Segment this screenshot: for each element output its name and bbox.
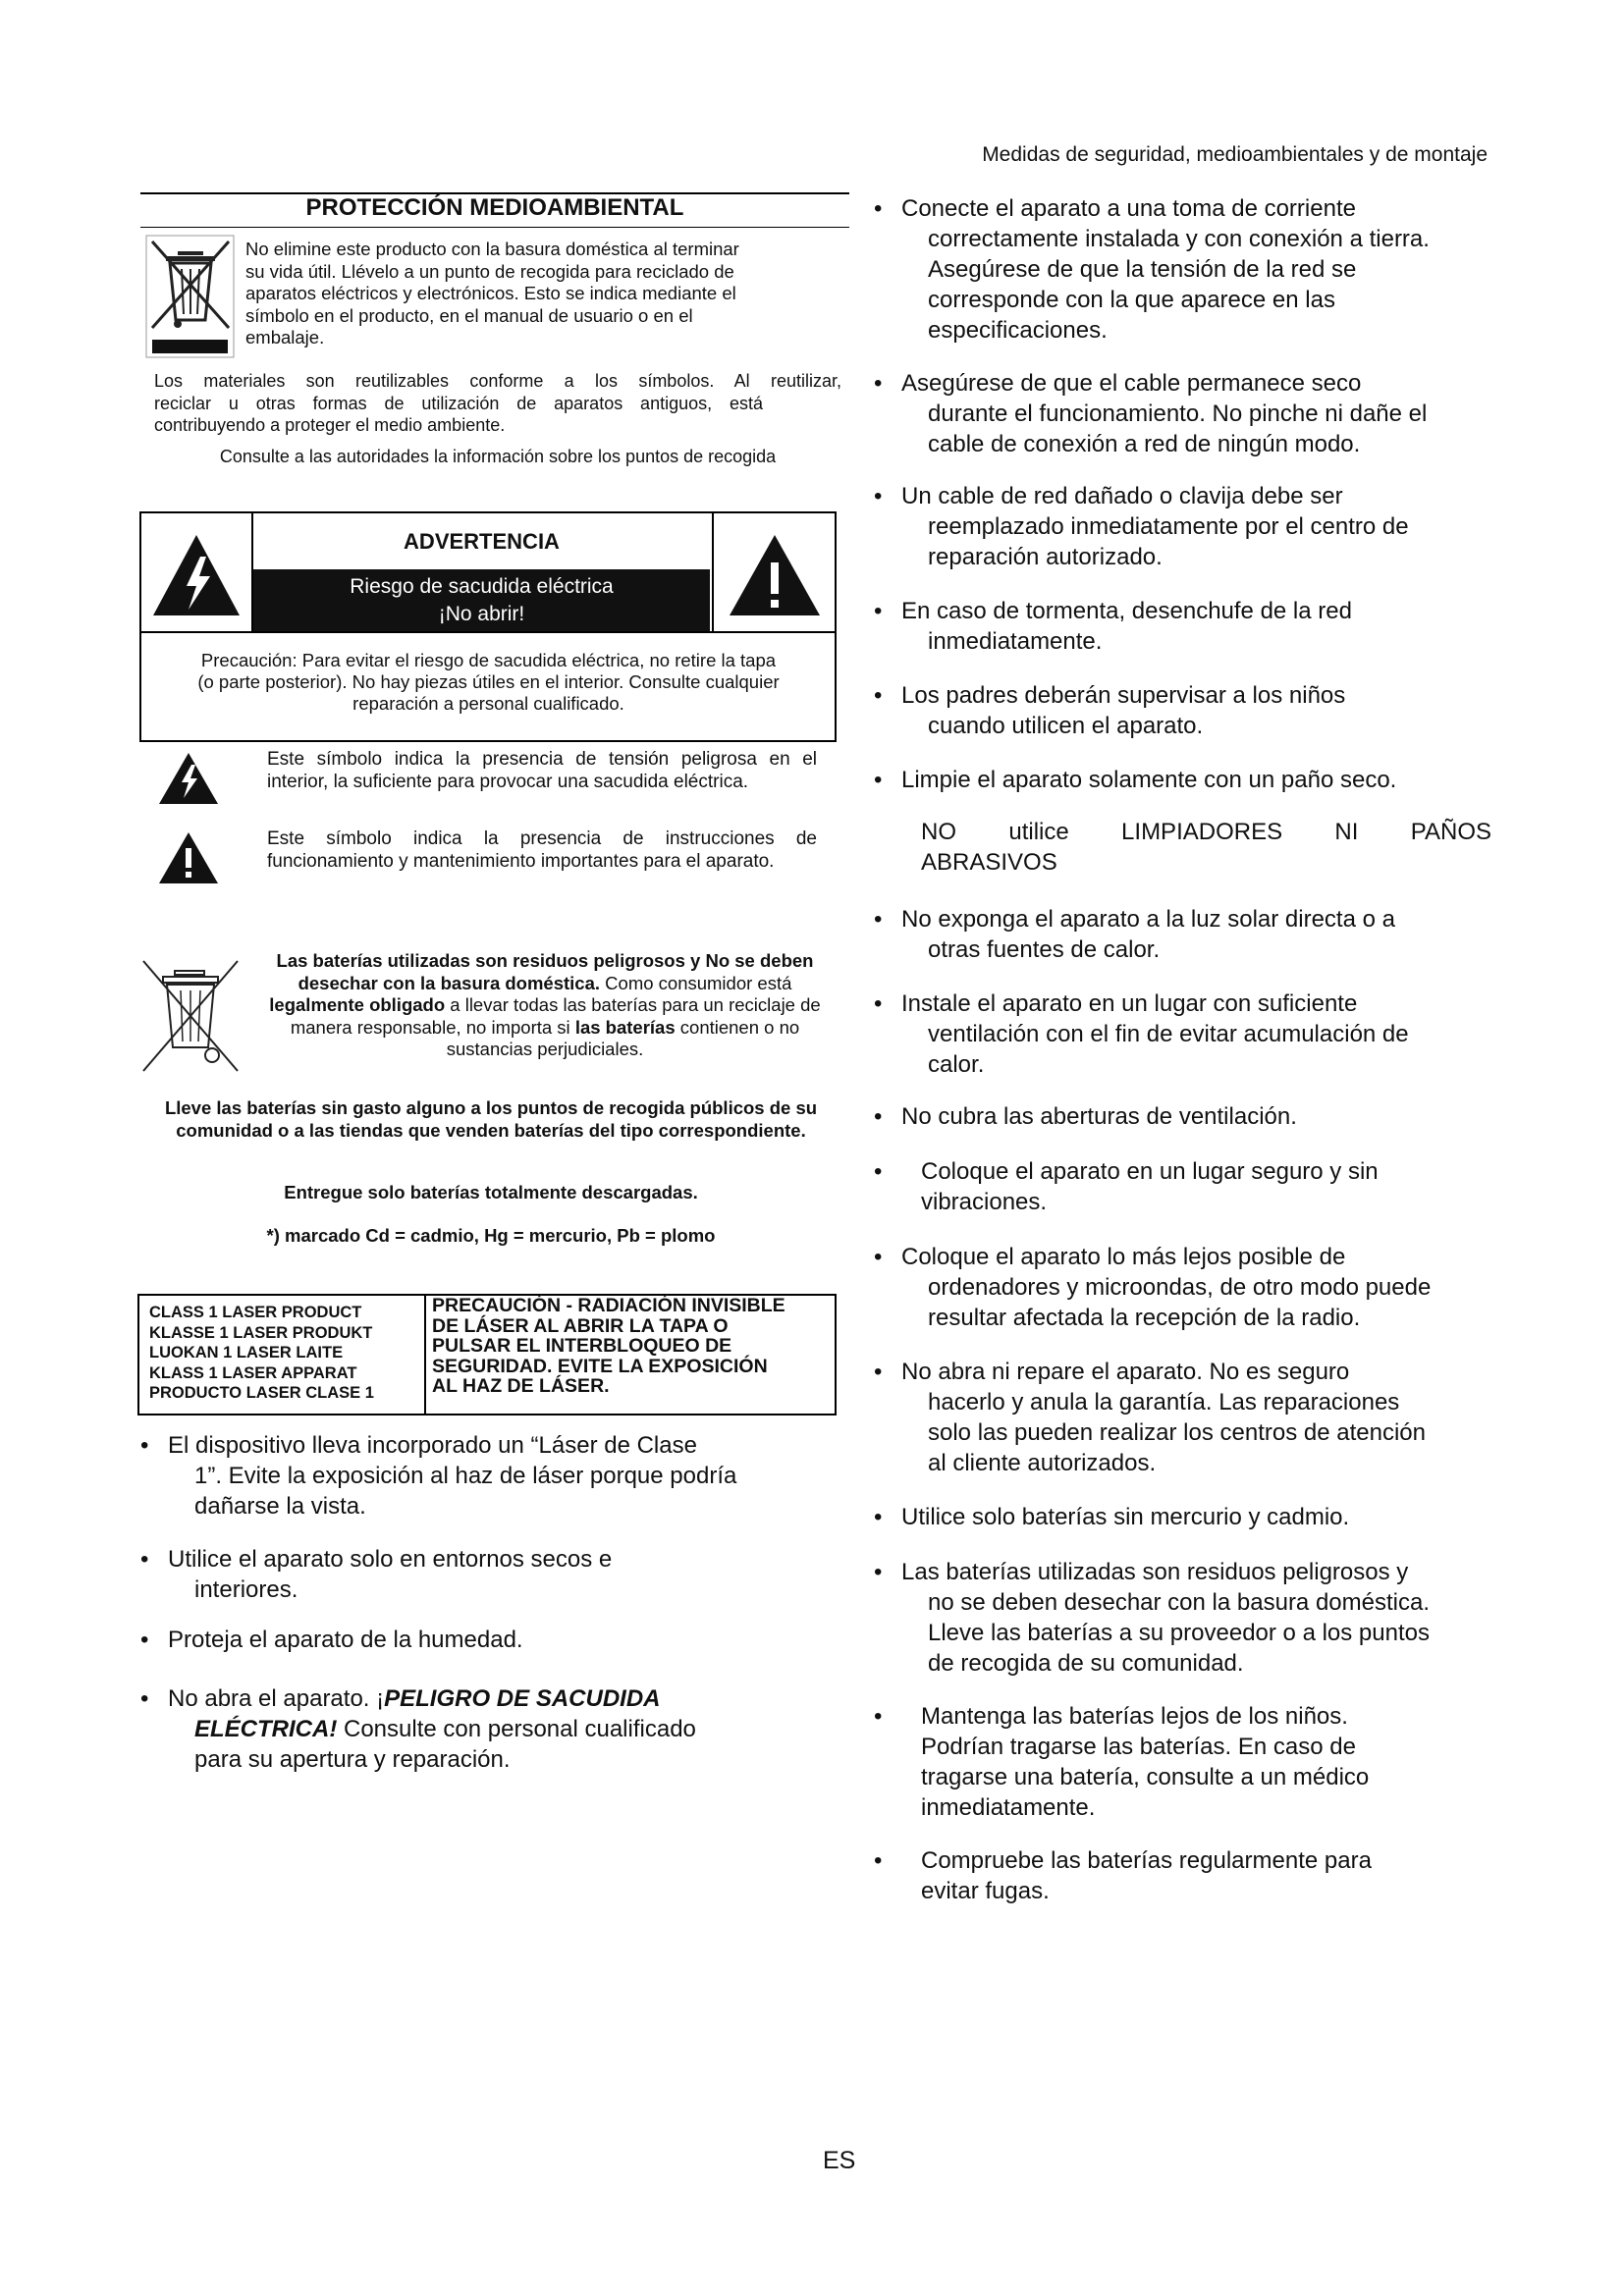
text-line: Coloque el aparato lo más lejos posible de — [901, 1244, 1346, 1270]
bullet-icon: • — [874, 1359, 883, 1385]
text-line: durante el funcionamiento. No pinche ni dañe el — [928, 400, 1428, 427]
page-header: Medidas de seguridad, medioambientales y de montaje — [982, 143, 1488, 166]
bullet-icon: • — [874, 1158, 883, 1185]
list-item — [874, 1701, 1483, 1823]
text-line: 1”. Evite la exposición al haz de láser porque podría — [194, 1463, 737, 1489]
lightning-warning-icon — [141, 513, 251, 631]
list-item — [874, 1242, 1483, 1333]
env-section-title: PROTECCIÓN MEDIOAMBIENTAL — [305, 194, 684, 221]
text-line: (o parte posterior). No hay piezas útiles en el interior. Consulte cualquier — [197, 671, 780, 692]
text-line: Conecte el aparato a una toma de corriente — [901, 195, 1356, 222]
exclamation-warning-icon — [157, 830, 220, 885]
bullet-icon: • — [874, 682, 883, 709]
text-line: Proteja el aparato de la humedad. — [168, 1627, 523, 1653]
text-line: inmediatamente. — [928, 628, 1103, 655]
list-item — [874, 193, 1483, 346]
list-item — [140, 1430, 803, 1522]
list-item — [874, 680, 1483, 741]
text-line: No abra ni repare el aparato. No es seguro — [901, 1359, 1350, 1385]
text-line: KLASS 1 LASER APPARAT — [149, 1363, 357, 1382]
text-line: Instale el aparato en un lugar con suficiente — [901, 990, 1358, 1017]
text: Como consumidor está — [600, 972, 792, 993]
text-line: cuando utilicen el aparato. — [928, 713, 1204, 739]
bullet-icon: • — [140, 1685, 149, 1712]
env-paragraph-1 — [245, 239, 825, 349]
text-line: corresponde con la que aparece en las — [928, 287, 1335, 313]
batteries-paragraph-1 — [260, 950, 830, 1061]
warning-band-line: ¡No abrir! — [438, 603, 525, 625]
no-abrasives-note — [921, 817, 1492, 878]
text-line: PRODUCTO LASER CLASE 1 — [149, 1384, 374, 1402]
text-line: embalaje. — [245, 327, 325, 348]
bullet-icon: • — [874, 195, 883, 222]
text-line: su vida útil. Llévelo a un punto de recogida para reciclado de — [245, 260, 734, 282]
bullet-icon: • — [140, 1432, 149, 1459]
text-line: ventilación con el fin de evitar acumulación de — [928, 1021, 1409, 1047]
laser-caution-text — [432, 1296, 830, 1397]
env-paragraph-3: Consulte a las autoridades la información sobre los puntos de recogida — [219, 447, 777, 466]
warning-body — [152, 650, 825, 715]
text-line: El dispositivo lleva incorporado un “Láser de Clase — [168, 1432, 697, 1459]
warning-band — [253, 569, 710, 632]
warning-left-cell — [141, 513, 253, 631]
crossed-bin-icon — [139, 957, 243, 1075]
text-line: correctamente instalada y con conexión a tierra. — [928, 226, 1430, 252]
text-line: PRECAUCIÓN - RADIACIÓN INVISIBLE — [432, 1295, 785, 1316]
page-language-code: ES — [823, 2147, 856, 2174]
text-line: No exponga el aparato a la luz solar directa o a — [901, 906, 1395, 933]
bullet-icon: • — [874, 1504, 883, 1530]
bold-text: Las baterías utilizadas son residuos peligrosos y No se deben desechar con la basura doméstica. — [276, 950, 814, 993]
text-line: otras fuentes de calor. — [928, 936, 1161, 963]
batteries-chemicals-note: *) marcado Cd = cadmio, Hg = mercurio, Pb = plomo — [266, 1225, 716, 1246]
list-item — [874, 765, 1483, 795]
lightning-warning-icon — [157, 751, 220, 806]
list-item — [140, 1625, 803, 1655]
text-line: especificaciones. — [928, 317, 1108, 344]
text-line: Precaución: Para evitar el riesgo de sacudida eléctrica, no retire la tapa — [200, 650, 777, 670]
bullet-icon: • — [874, 1847, 883, 1874]
text-line: ordenadores y microondas, de otro modo puede — [928, 1274, 1432, 1301]
env-paragraph-2 — [154, 370, 841, 437]
bullet-icon: • — [140, 1546, 149, 1573]
text-line: resultar afectada la recepción de la radio. — [928, 1305, 1361, 1331]
text-line: reemplazado inmediatamente por el centro de — [928, 513, 1409, 540]
list-item — [874, 1845, 1483, 1906]
list-item — [874, 481, 1483, 572]
bullet-icon: • — [874, 990, 883, 1017]
text-line: calor. — [928, 1051, 985, 1078]
text-line: Un cable de red dañado o clavija debe ser — [901, 483, 1343, 509]
text-line: no se deben desechar con la basura doméstica. — [928, 1589, 1430, 1616]
text-line: Asegúrese de que el cable permanece seco — [901, 370, 1362, 397]
text-line: solo las pueden realizar los centros de atención — [928, 1419, 1426, 1446]
list-item — [874, 904, 1483, 965]
list-item — [140, 1683, 803, 1775]
text-line: Compruebe las baterías regularmente para — [921, 1847, 1372, 1874]
text-line: Utilice el aparato solo en entornos secos e — [168, 1546, 613, 1573]
text-line: No cubra las aberturas de ventilación. — [901, 1103, 1297, 1130]
section-rule — [140, 227, 849, 228]
text-line: interiores. — [194, 1576, 298, 1603]
text-line: tragarse una batería, consulte a un médico — [921, 1764, 1370, 1790]
crossed-bin-icon — [144, 234, 236, 359]
bold-text: legalmente obligado — [269, 994, 446, 1016]
text-line: SEGURIDAD. EVITE LA EXPOSICIÓN — [432, 1355, 768, 1377]
list-item — [874, 1101, 1483, 1132]
lightning-symbol-text: Este símbolo indica la presencia de tensión peligrosa en el interior, la suficiente para provocar una sacudida eléctrica. — [267, 749, 817, 792]
bullet-icon: • — [874, 1244, 883, 1270]
bullet-icon: • — [874, 767, 883, 793]
bullet-icon: • — [874, 906, 883, 933]
text-line: No elimine este producto con la basura doméstica al terminar — [245, 239, 739, 259]
text-line: Utilice solo baterías sin mercurio y cadmio. — [901, 1504, 1350, 1530]
text-line: símbolo en el producto, en el manual de usuario o en el — [245, 304, 693, 326]
text-line: Mantenga las baterías lejos de los niños. — [921, 1703, 1348, 1730]
list-item — [140, 1544, 803, 1605]
text-line: NO utilice LIMPIADORES NI PAÑOS — [921, 819, 1492, 845]
list-item — [874, 1156, 1483, 1217]
laser-class-labels — [149, 1303, 429, 1404]
list-item — [874, 1357, 1483, 1478]
divider — [141, 631, 835, 633]
bullet-icon: • — [874, 1103, 883, 1130]
text-line: hacerlo y anula la garantía. Las reparaciones — [928, 1389, 1400, 1415]
text-line: AL HAZ DE LÁSER. — [432, 1375, 610, 1397]
text-line: vibraciones. — [921, 1189, 1048, 1215]
text-line: reciclar u otras formas de utilización de aparatos antiguos, está — [154, 393, 763, 413]
text-line: para su apertura y reparación. — [194, 1746, 511, 1773]
text-line: En caso de tormenta, desenchufe de la red — [901, 598, 1352, 624]
bullet-icon: • — [874, 1559, 883, 1585]
list-item — [874, 1557, 1483, 1679]
exclamation-warning-icon — [714, 513, 837, 631]
text-line: DE LÁSER AL ABRIR LA TAPA O — [432, 1314, 729, 1337]
text-line: dañarse la vista. — [194, 1493, 366, 1520]
bullet-icon: • — [874, 483, 883, 509]
bullet-icon: • — [874, 1703, 883, 1730]
text-line: aparatos eléctricos y electrónicos. Esto se indica mediante el — [245, 283, 736, 304]
text-line: cable de conexión a red de ningún modo. — [928, 431, 1361, 457]
text-line: de recogida de su comunidad. — [928, 1650, 1244, 1677]
text-line: Asegúrese de que la tensión de la red se — [928, 256, 1357, 283]
text-line: Los materiales son reutilizables conforme a los símbolos. Al reutilizar, — [154, 371, 841, 391]
text-line: KLASSE 1 LASER PRODUKT — [149, 1323, 373, 1342]
text-line: Coloque el aparato en un lugar seguro y sin — [921, 1158, 1379, 1185]
text-line: Las baterías utilizadas son residuos peligrosos y — [901, 1559, 1409, 1585]
bullet-icon: • — [874, 598, 883, 624]
text-line: LUOKAN 1 LASER LAITE — [149, 1344, 344, 1362]
list-item — [874, 988, 1483, 1080]
warning-title: ADVERTENCIA — [404, 529, 560, 554]
exclamation-symbol-text: Este símbolo indica la presencia de instrucciones de funcionamiento y mantenimiento importantes para el aparato. — [267, 828, 817, 872]
text: contienen o no sustancias perjudiciales. — [446, 1016, 800, 1060]
text-line: contribuyendo a proteger el medio ambiente. — [154, 415, 506, 435]
text-line: inmediatamente. — [921, 1794, 1096, 1821]
bullet-icon: • — [140, 1627, 149, 1653]
text-line: reparación autorizado. — [928, 544, 1163, 570]
batteries-paragraph-2: Lleve las baterías sin gasto alguno a los puntos de recogida públicos de su comunidad o a las tiendas que venden baterías del tipo correspondiente. — [164, 1097, 818, 1141]
list-item — [874, 1502, 1483, 1532]
warning-band-line: Riesgo de sacudida eléctrica — [350, 575, 614, 598]
text-line: Lleve las baterías a su proveedor o a los puntos — [928, 1620, 1430, 1646]
text-line: ABRASIVOS — [921, 849, 1057, 876]
text: No abra el aparato. ¡ — [168, 1685, 385, 1712]
text-line: evitar fugas. — [921, 1878, 1050, 1904]
text-line: Limpie el aparato solamente con un paño seco. — [901, 767, 1397, 793]
bullet-icon: • — [874, 370, 883, 397]
warning-right-cell — [712, 513, 837, 631]
text-line: Los padres deberán supervisar a los niños — [901, 682, 1346, 709]
text-line: CLASS 1 LASER PRODUCT — [149, 1304, 362, 1321]
bold-text: las baterías — [574, 1016, 676, 1038]
text: Consulte con personal cualificado — [337, 1716, 696, 1742]
batteries-paragraph-3: Entregue solo baterías totalmente descargadas. — [284, 1182, 698, 1202]
text-line: reparación a personal cualificado. — [352, 693, 624, 714]
emphasis-text: PELIGRO DE SACUDIDA — [384, 1685, 661, 1712]
emphasis-text: ELÉCTRICA! — [194, 1716, 338, 1742]
text-line: PULSAR EL INTERBLOQUEO DE — [432, 1335, 732, 1357]
list-item — [874, 596, 1483, 657]
text-line: al cliente autorizados. — [928, 1450, 1157, 1476]
list-item — [874, 368, 1483, 459]
text: a llevar todas las baterías para un reciclaje de manera responsable, no importa si — [290, 994, 821, 1038]
text-line: Podrían tragarse las baterías. En caso de — [921, 1734, 1356, 1760]
